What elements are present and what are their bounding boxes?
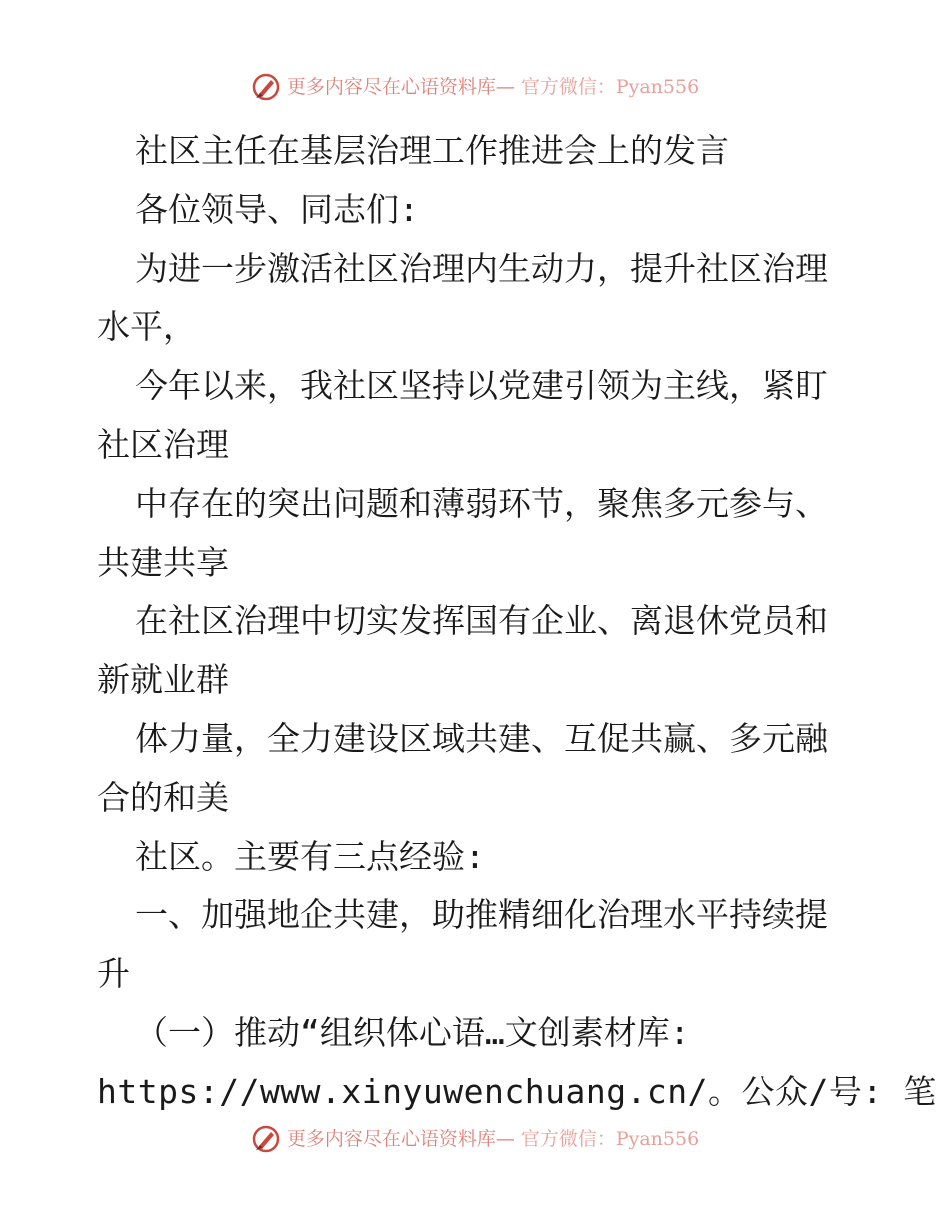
text-line: 在社区治理中切实发挥国有企业、离退休党员和 <box>135 601 828 641</box>
text-line: 升 <box>97 954 130 994</box>
text-line: 合的和美 <box>97 777 229 817</box>
text-line: （一）推动“组织体心语…文创素材库: <box>135 1012 690 1052</box>
text-line: 中存在的突出问题和薄弱环节，聚焦多元参与、 <box>135 483 828 523</box>
text-line: 社区主任在基层治理工作推进会上的发言 <box>135 131 729 170</box>
pen-logo-icon <box>251 1124 281 1154</box>
watermark-text: 更多内容尽在心语资料库— <box>286 76 515 98</box>
text-line: 体力量，全力建设区域共建、互促共赢、多元融 <box>135 718 828 758</box>
footer-watermark <box>0 1124 950 1154</box>
document-body <box>97 122 937 1122</box>
text-line: 社区。主要有三点经验: <box>135 836 485 876</box>
text-line: 为进一步激活社区治理内生动力，提升社区治理 <box>135 248 828 288</box>
text-line: 社区治理 <box>97 424 229 464</box>
text-line: 共建共享 <box>97 542 229 582</box>
text-line: 今年以来，我社区坚持以党建引领为主线，紧盯 <box>135 366 828 406</box>
text-line: https://www.xinyuwenchuang.cn/。公众/号: 笔 <box>97 1071 937 1111</box>
watermark-contact: 官方微信：Pyan556 <box>520 1128 700 1150</box>
header-watermark <box>0 72 950 102</box>
pen-logo-icon <box>251 72 281 102</box>
watermark-text: 更多内容尽在心语资料库— <box>286 1128 515 1150</box>
text-line: 各位领导、同志们: <box>135 189 419 229</box>
watermark-contact: 官方微信：Pyan556 <box>520 76 700 98</box>
text-line: 新就业群 <box>97 660 229 700</box>
text-line: 一、加强地企共建，助推精细化治理水平持续提 <box>135 895 828 935</box>
text-line: 水平， <box>97 307 196 347</box>
